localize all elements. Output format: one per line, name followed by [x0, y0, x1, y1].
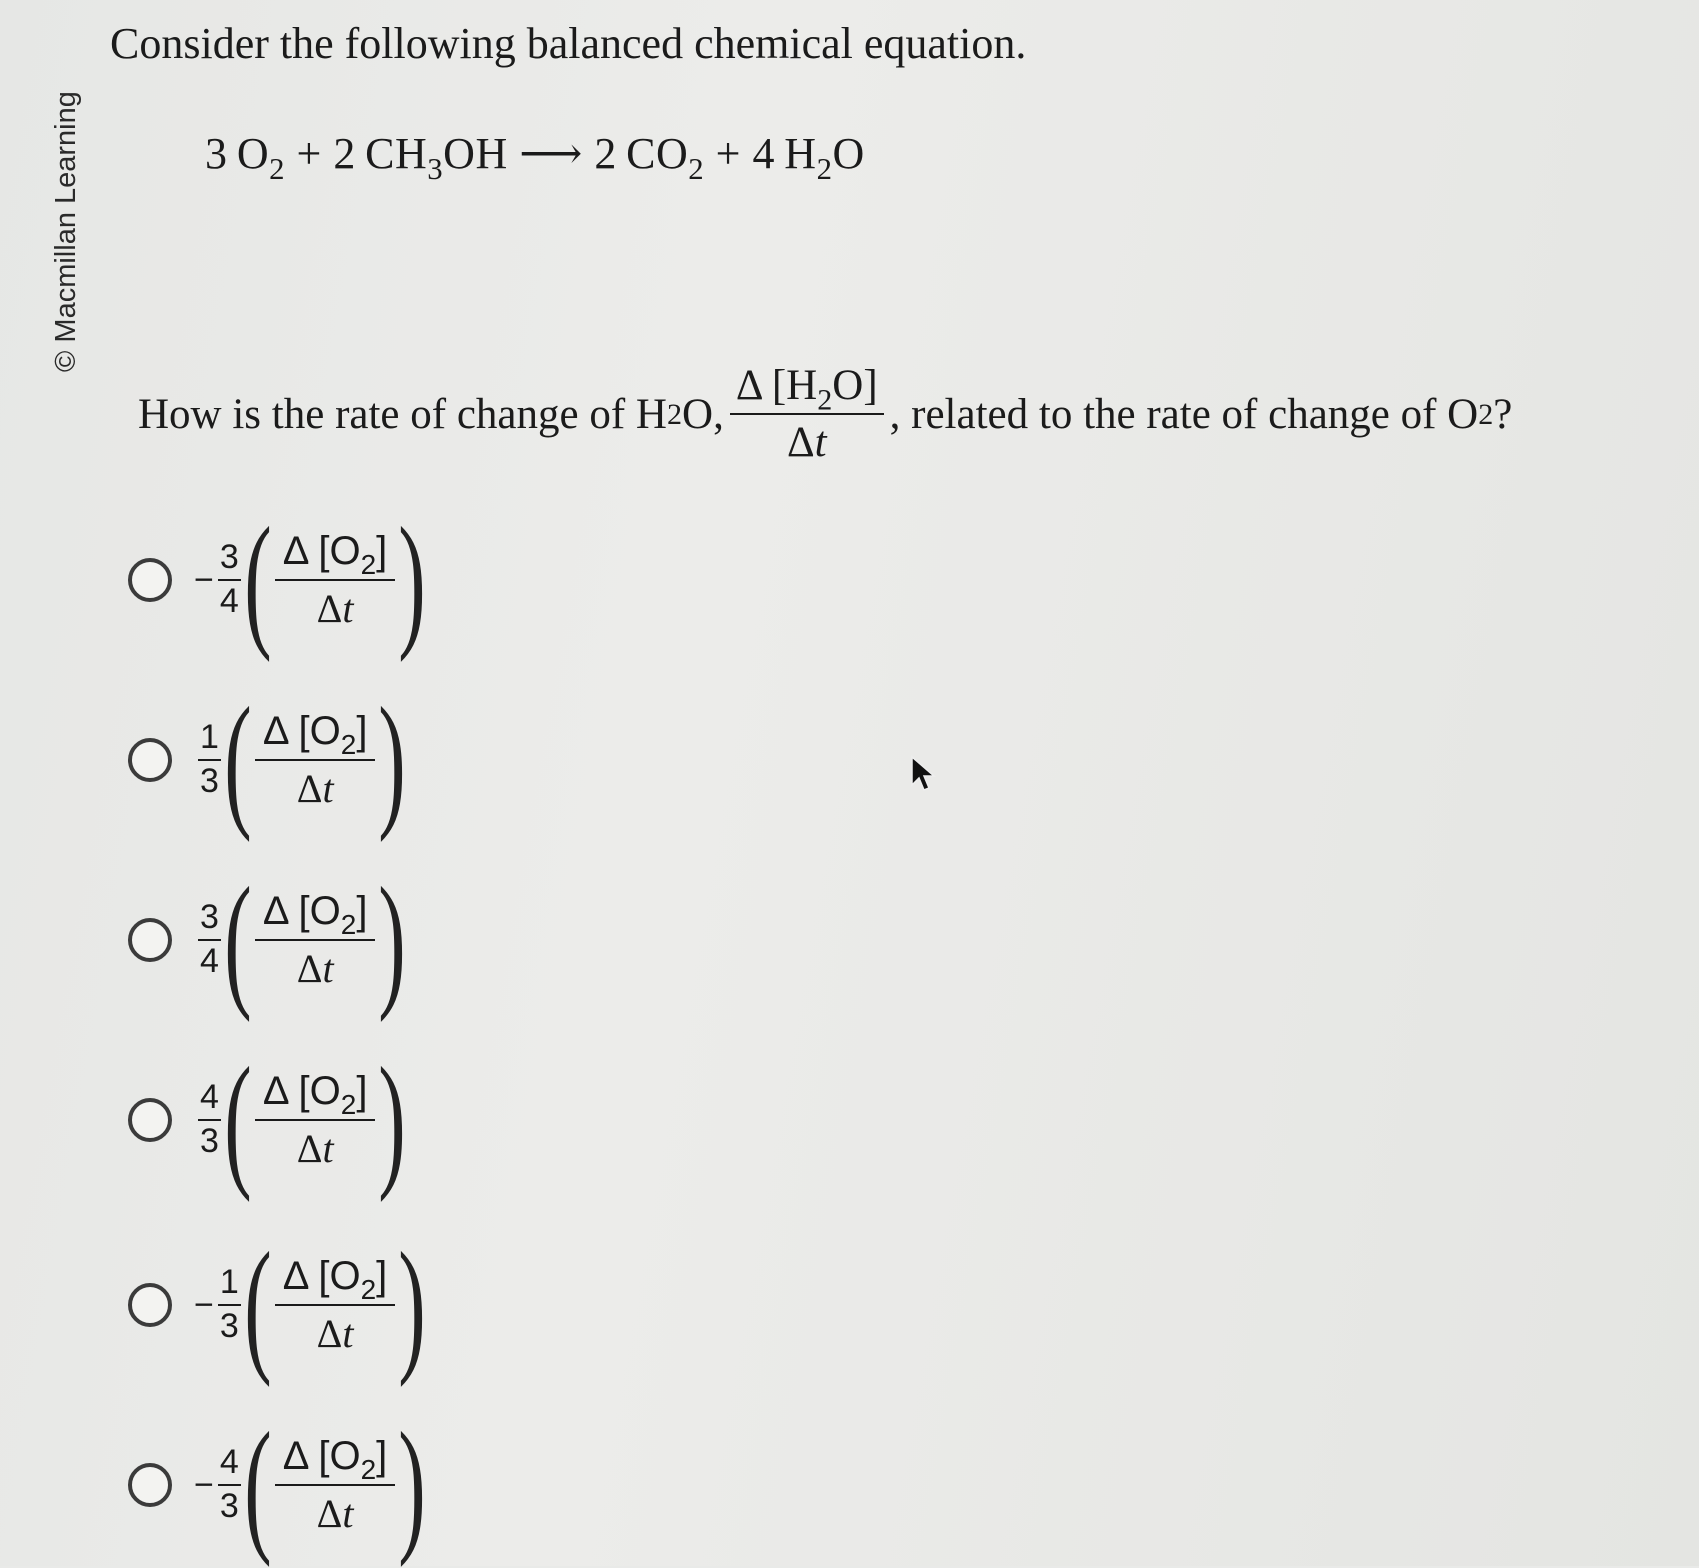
option-sign: −	[194, 1465, 214, 1504]
coefficient-denominator: 4	[200, 942, 219, 980]
oxygen-rate-delta: Δ	[296, 766, 323, 811]
left-parenthesis: (	[224, 677, 252, 843]
oxygen-rate-numerator-b: ]	[356, 1069, 368, 1113]
oxygen-rate-fraction	[275, 1254, 396, 1356]
product1-formula: CO	[626, 129, 689, 178]
left-parenthesis: (	[244, 1402, 272, 1568]
oxygen-rate-numerator-a: Δ [O	[282, 1434, 361, 1478]
oxygen-rate-fraction	[255, 889, 376, 991]
right-parenthesis: )	[398, 1402, 427, 1568]
left-parenthesis: (	[244, 497, 272, 663]
option-coefficient	[194, 1080, 221, 1159]
oxygen-rate-numerator-a: Δ [O	[282, 529, 361, 573]
product2-subscript: 2	[816, 151, 833, 186]
oxygen-rate-numerator-subscript: 2	[360, 548, 377, 580]
chemical-equation	[205, 128, 865, 186]
oxygen-rate-fraction	[255, 1069, 376, 1171]
water-rate-numerator-a: Δ [H	[735, 362, 818, 409]
question-suffix: , related to the rate of change of O	[889, 390, 1479, 438]
oxygen-rate-numerator-a: Δ [O	[262, 709, 341, 753]
product2-formula-a: H	[784, 129, 817, 178]
option-sign: −	[194, 1285, 214, 1324]
oxygen-rate-numerator-a: Δ [O	[262, 1069, 341, 1113]
question-prefix-end: O,	[682, 390, 724, 438]
product2-formula-b: O	[832, 129, 865, 178]
oxygen-rate-time: t	[322, 946, 334, 991]
coefficient-numerator: 3	[218, 540, 241, 581]
oxygen-rate-numerator-a: Δ [O	[282, 1254, 361, 1298]
oxygen-rate-numerator-subscript: 2	[340, 728, 357, 760]
oxygen-rate-numerator-subscript: 2	[360, 1273, 377, 1305]
oxygen-rate-numerator-a: Δ [O	[262, 889, 341, 933]
answer-option-5[interactable]	[128, 1222, 429, 1388]
plus-sign: +	[715, 129, 741, 178]
oxygen-rate-numerator-b: ]	[376, 1434, 388, 1478]
left-parenthesis: (	[244, 1222, 272, 1388]
copyright-notice: © Macmillan Learning	[50, 91, 82, 372]
oxygen-rate-fraction	[275, 1434, 396, 1536]
question-title: Consider the following balanced chemical equation.	[110, 19, 1027, 68]
coefficient-denominator: 3	[200, 762, 219, 800]
answer-option-2[interactable]	[128, 677, 409, 843]
reactant2-coefficient: 2	[333, 129, 356, 178]
right-parenthesis: )	[398, 1222, 427, 1388]
radio-button[interactable]	[128, 1283, 172, 1327]
oxygen-rate-numerator-b: ]	[356, 889, 368, 933]
oxygen-rate-numerator-subscript: 2	[360, 1453, 377, 1485]
coefficient-denominator: 3	[219, 1307, 239, 1345]
oxygen-rate-time: t	[322, 766, 334, 811]
coefficient-numerator: 1	[218, 1265, 241, 1306]
water-rate-numerator-b: O]	[832, 362, 878, 409]
answer-option-4[interactable]	[128, 1037, 409, 1203]
oxygen-rate-time: t	[322, 1126, 334, 1171]
oxygen-rate-numerator-b: ]	[376, 1254, 388, 1298]
oxygen-rate-numerator-b: ]	[356, 709, 368, 753]
oxygen-rate-numerator-b: ]	[376, 529, 388, 573]
option-coefficient	[194, 1265, 241, 1344]
answer-option-6[interactable]	[128, 1402, 429, 1568]
question-prefix: How is the rate of change of H	[138, 390, 667, 438]
plus-sign: +	[296, 129, 322, 178]
reaction-arrow: ⟶	[519, 129, 583, 178]
oxygen-rate-delta: Δ	[316, 1311, 343, 1356]
reactant1-formula: O	[236, 129, 270, 178]
radio-button[interactable]	[128, 918, 172, 962]
radio-button[interactable]	[128, 738, 172, 782]
radio-button[interactable]	[128, 558, 172, 602]
water-rate-fraction	[730, 362, 884, 467]
oxygen-rate-delta: Δ	[296, 946, 323, 991]
reactant2-formula-b: OH	[443, 129, 508, 178]
coefficient-denominator: 4	[219, 582, 239, 620]
reactant1-subscript: 2	[269, 151, 285, 186]
question-suffix-end: ?	[1493, 390, 1513, 438]
option-coefficient	[194, 720, 221, 799]
right-parenthesis: )	[398, 497, 427, 663]
product1-subscript: 2	[688, 151, 705, 186]
oxygen-rate-time: t	[342, 1311, 354, 1356]
coefficient-numerator: 3	[198, 900, 221, 941]
reactant1-coefficient: 3	[205, 129, 228, 178]
oxygen-rate-fraction	[255, 709, 376, 811]
coefficient-numerator: 4	[198, 1080, 221, 1121]
option-sign: −	[194, 560, 214, 599]
right-parenthesis: )	[378, 1037, 407, 1203]
option-coefficient	[194, 540, 241, 619]
left-parenthesis: (	[224, 857, 252, 1023]
option-coefficient	[194, 1445, 241, 1524]
oxygen-rate-delta: Δ	[316, 1491, 343, 1536]
question-text: How is the rate of change of H 2 O, $\frac{\Delta [H_2O]}{\Delta t}$ , related to the rate of change of O 2 ?	[138, 362, 1513, 467]
oxygen-rate-delta: Δ	[316, 586, 343, 631]
left-parenthesis: (	[224, 1037, 252, 1203]
coefficient-numerator: 4	[218, 1445, 241, 1486]
product2-coefficient: 4	[752, 129, 775, 178]
water-rate-numerator-subscript: 2	[817, 382, 833, 417]
reactant2-formula-a: CH	[365, 129, 428, 178]
coefficient-denominator: 3	[200, 1122, 219, 1160]
oxygen-rate-numerator-subscript: 2	[340, 908, 357, 940]
answer-option-1[interactable]	[128, 497, 429, 663]
oxygen-rate-fraction	[275, 529, 396, 631]
coefficient-numerator: 1	[198, 720, 221, 761]
answer-option-3[interactable]	[128, 857, 409, 1023]
option-coefficient	[194, 900, 221, 979]
coefficient-denominator: 3	[219, 1487, 239, 1525]
oxygen-rate-delta: Δ	[296, 1126, 323, 1171]
water-rate-time: t	[814, 419, 827, 467]
mouse-cursor-icon	[910, 755, 940, 795]
right-parenthesis: )	[378, 677, 407, 843]
reactant2-subscript: 3	[427, 151, 444, 186]
radio-button[interactable]	[128, 1098, 172, 1142]
oxygen-rate-time: t	[342, 586, 354, 631]
oxygen-rate-numerator-subscript: 2	[340, 1088, 357, 1120]
product1-coefficient: 2	[594, 129, 617, 178]
right-parenthesis: )	[378, 857, 407, 1023]
radio-button[interactable]	[128, 1463, 172, 1507]
water-rate-delta: Δ	[786, 419, 815, 467]
oxygen-rate-time: t	[342, 1491, 354, 1536]
